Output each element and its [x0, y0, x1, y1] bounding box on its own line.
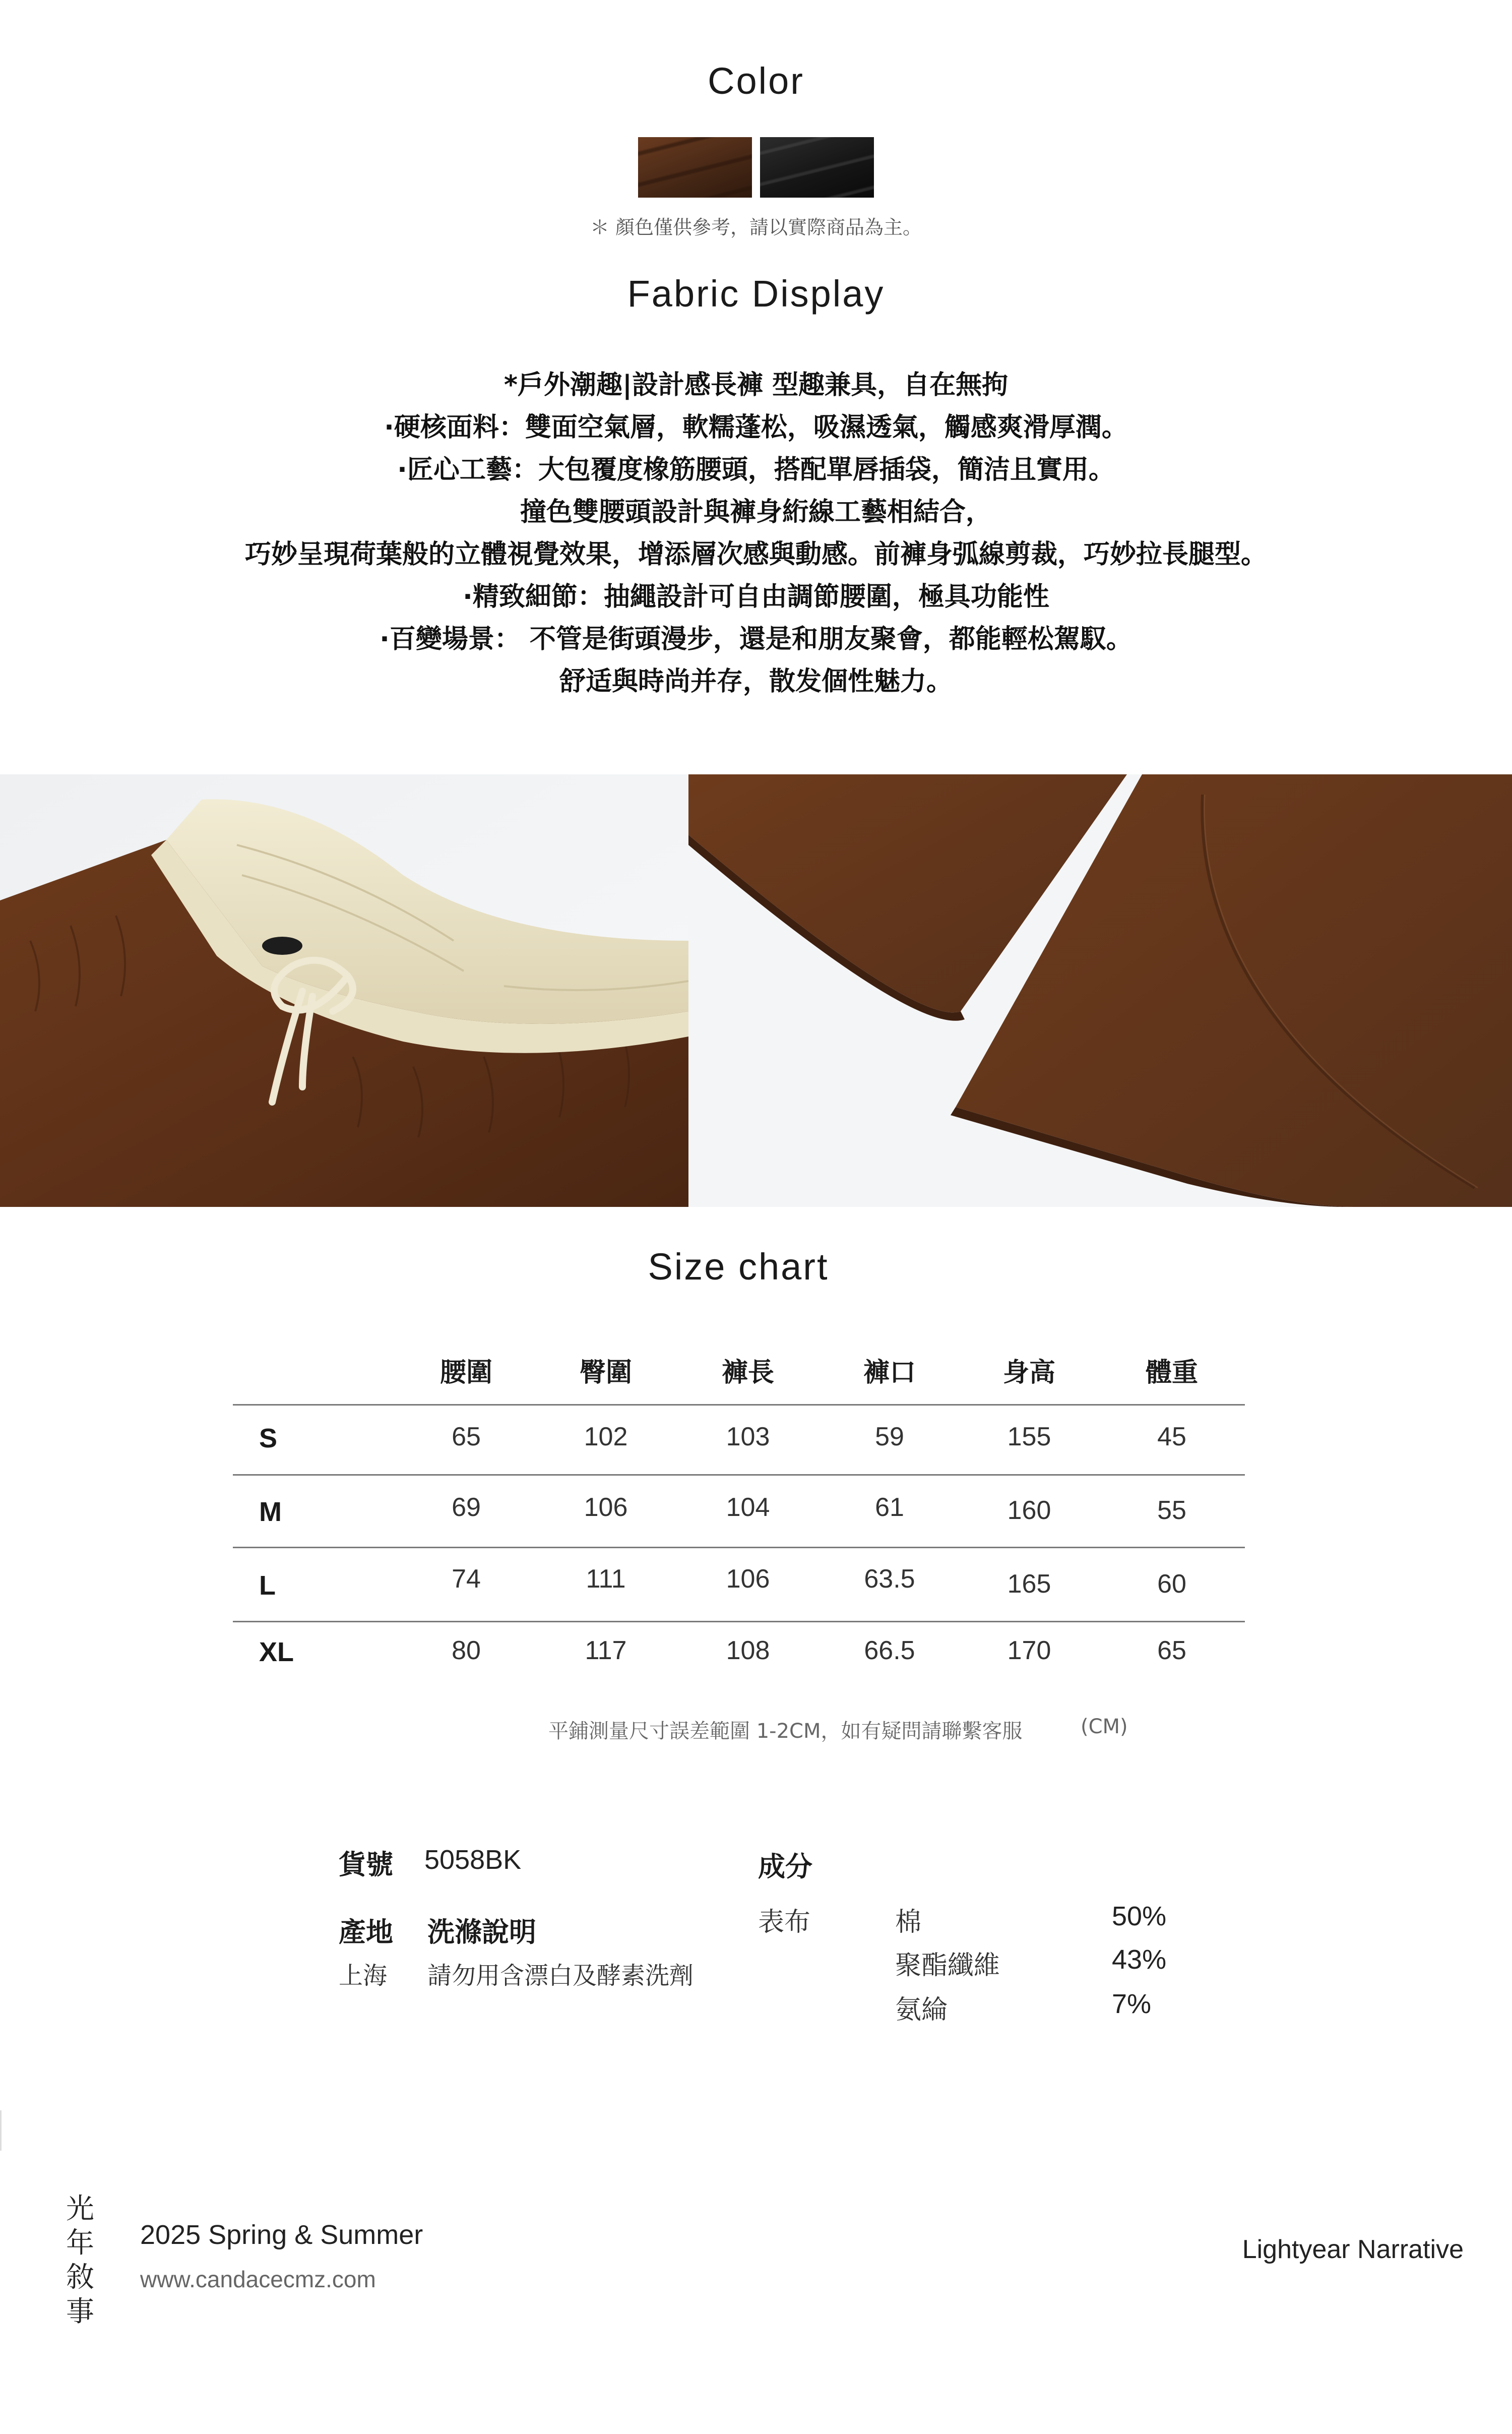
material-name: 氨綸	[895, 1995, 948, 2025]
table-cell: 106	[584, 1493, 628, 1522]
table-cell: 65	[452, 1422, 481, 1451]
material-percent: 43%	[1112, 1944, 1167, 1975]
material-percent: 7%	[1112, 1989, 1152, 2019]
fabric-label: 表布	[758, 1907, 811, 1937]
season-label: 2025 Spring & Summer	[140, 2220, 423, 2250]
size-label: L	[259, 1570, 276, 1601]
website-link[interactable]: www.candacecmz.com	[140, 2266, 376, 2292]
pant-leg-photo	[688, 774, 1512, 1207]
sku-value: 5058BK	[424, 1845, 522, 1875]
wash-value: 請勿用含漂白及酵素洗劑	[427, 1962, 694, 1990]
brand-name-en: Lightyear Narrative	[1242, 2235, 1464, 2264]
table-cell: 65	[1157, 1636, 1186, 1665]
table-cell: 63.5	[864, 1564, 915, 1594]
col-header: 身高	[1002, 1358, 1055, 1388]
table-cell: 80	[452, 1636, 481, 1665]
fabric-heading: Fabric Display	[627, 273, 885, 315]
table-cell: 106	[726, 1564, 770, 1594]
table-cell: 117	[585, 1636, 627, 1665]
table-cell: 165	[1007, 1569, 1051, 1599]
desc-line: ·硬核面料：雙面空氣層，軟糯蓬松，吸濕透氣，觸感爽滑厚潤。	[384, 412, 1128, 443]
table-divider	[233, 1547, 1245, 1548]
table-divider	[233, 1621, 1245, 1622]
table-cell: 45	[1157, 1422, 1186, 1451]
table-cell: 104	[726, 1493, 770, 1522]
col-header: 腰圍	[439, 1358, 492, 1388]
brand-vertical-logo: 光 年 敘 事	[66, 2193, 94, 2328]
table-divider	[233, 1404, 1245, 1406]
desc-line: 舒适與時尚并存，散发個性魅力。	[559, 666, 953, 697]
table-cell: 61	[875, 1493, 904, 1522]
material-percent: 50%	[1112, 1901, 1167, 1931]
wash-label: 洗滌說明	[427, 1916, 536, 1948]
size-label: XL	[259, 1637, 294, 1667]
col-header: 體重	[1145, 1358, 1198, 1388]
origin-label: 產地	[339, 1916, 393, 1948]
col-header: 臀圍	[579, 1358, 632, 1388]
swatch-brown	[638, 137, 752, 198]
desc-line: ·百變場景： 不管是街頭漫步，還是和朋友聚會，都能輕松駕馭。	[380, 624, 1132, 654]
table-cell: 69	[452, 1493, 481, 1522]
col-header: 褲口	[863, 1358, 916, 1388]
composition-label: 成分	[758, 1851, 812, 1882]
table-cell: 74	[452, 1564, 481, 1594]
waistband-photo	[0, 774, 688, 1207]
swatch-black	[760, 137, 874, 198]
desc-line: 巧妙呈現荷葉般的立體視覺效果，增添層次感與動感。前褲身弧線剪裁，巧妙拉長腿型。	[244, 539, 1267, 570]
table-cell: 103	[726, 1422, 770, 1451]
desc-line: 撞色雙腰頭設計與褲身絎線工藝相結合，	[520, 497, 992, 527]
size-chart-heading: Size chart	[648, 1246, 829, 1288]
desc-line: ·匠心工藝：大包覆度橡筋腰頭，搭配單唇插袋，簡洁且實用。	[397, 455, 1115, 485]
table-cell: 160	[1007, 1496, 1051, 1525]
table-cell: 59	[875, 1422, 904, 1451]
unit-label: (CM)	[1081, 1715, 1128, 1738]
col-header: 褲長	[721, 1358, 774, 1388]
desc-line: *戶外潮趣|設計感長褲 型趣兼具，自在無拘	[503, 370, 1009, 400]
table-cell: 111	[586, 1564, 626, 1594]
table-cell: 102	[584, 1422, 628, 1451]
table-cell: 66.5	[864, 1636, 915, 1665]
material-name: 棉	[895, 1907, 922, 1937]
fabric-description	[0, 364, 1512, 703]
desc-line: ·精致細節：抽繩設計可自由調節腰圍，極具功能性	[463, 582, 1049, 612]
table-divider	[233, 1474, 1245, 1476]
material-name: 聚酯纖維	[895, 1951, 1000, 1981]
edge-mark	[0, 2110, 2, 2151]
table-cell: 170	[1007, 1636, 1051, 1665]
origin-value: 上海	[339, 1962, 388, 1990]
size-label: S	[259, 1423, 278, 1453]
table-cell: 60	[1157, 1569, 1186, 1599]
sku-label: 貨號	[339, 1849, 393, 1880]
size-label: M	[259, 1497, 282, 1527]
measurement-note: 平鋪測量尺寸誤差範圍 1-2CM，如有疑問請聯繫客服	[548, 1720, 1023, 1743]
table-cell: 108	[726, 1636, 770, 1665]
table-cell: 155	[1007, 1422, 1051, 1451]
table-cell: 55	[1157, 1496, 1186, 1525]
color-heading: Color	[708, 60, 804, 102]
color-note: ＊ 顏色僅供參考，請以實際商品為主。	[590, 216, 922, 238]
